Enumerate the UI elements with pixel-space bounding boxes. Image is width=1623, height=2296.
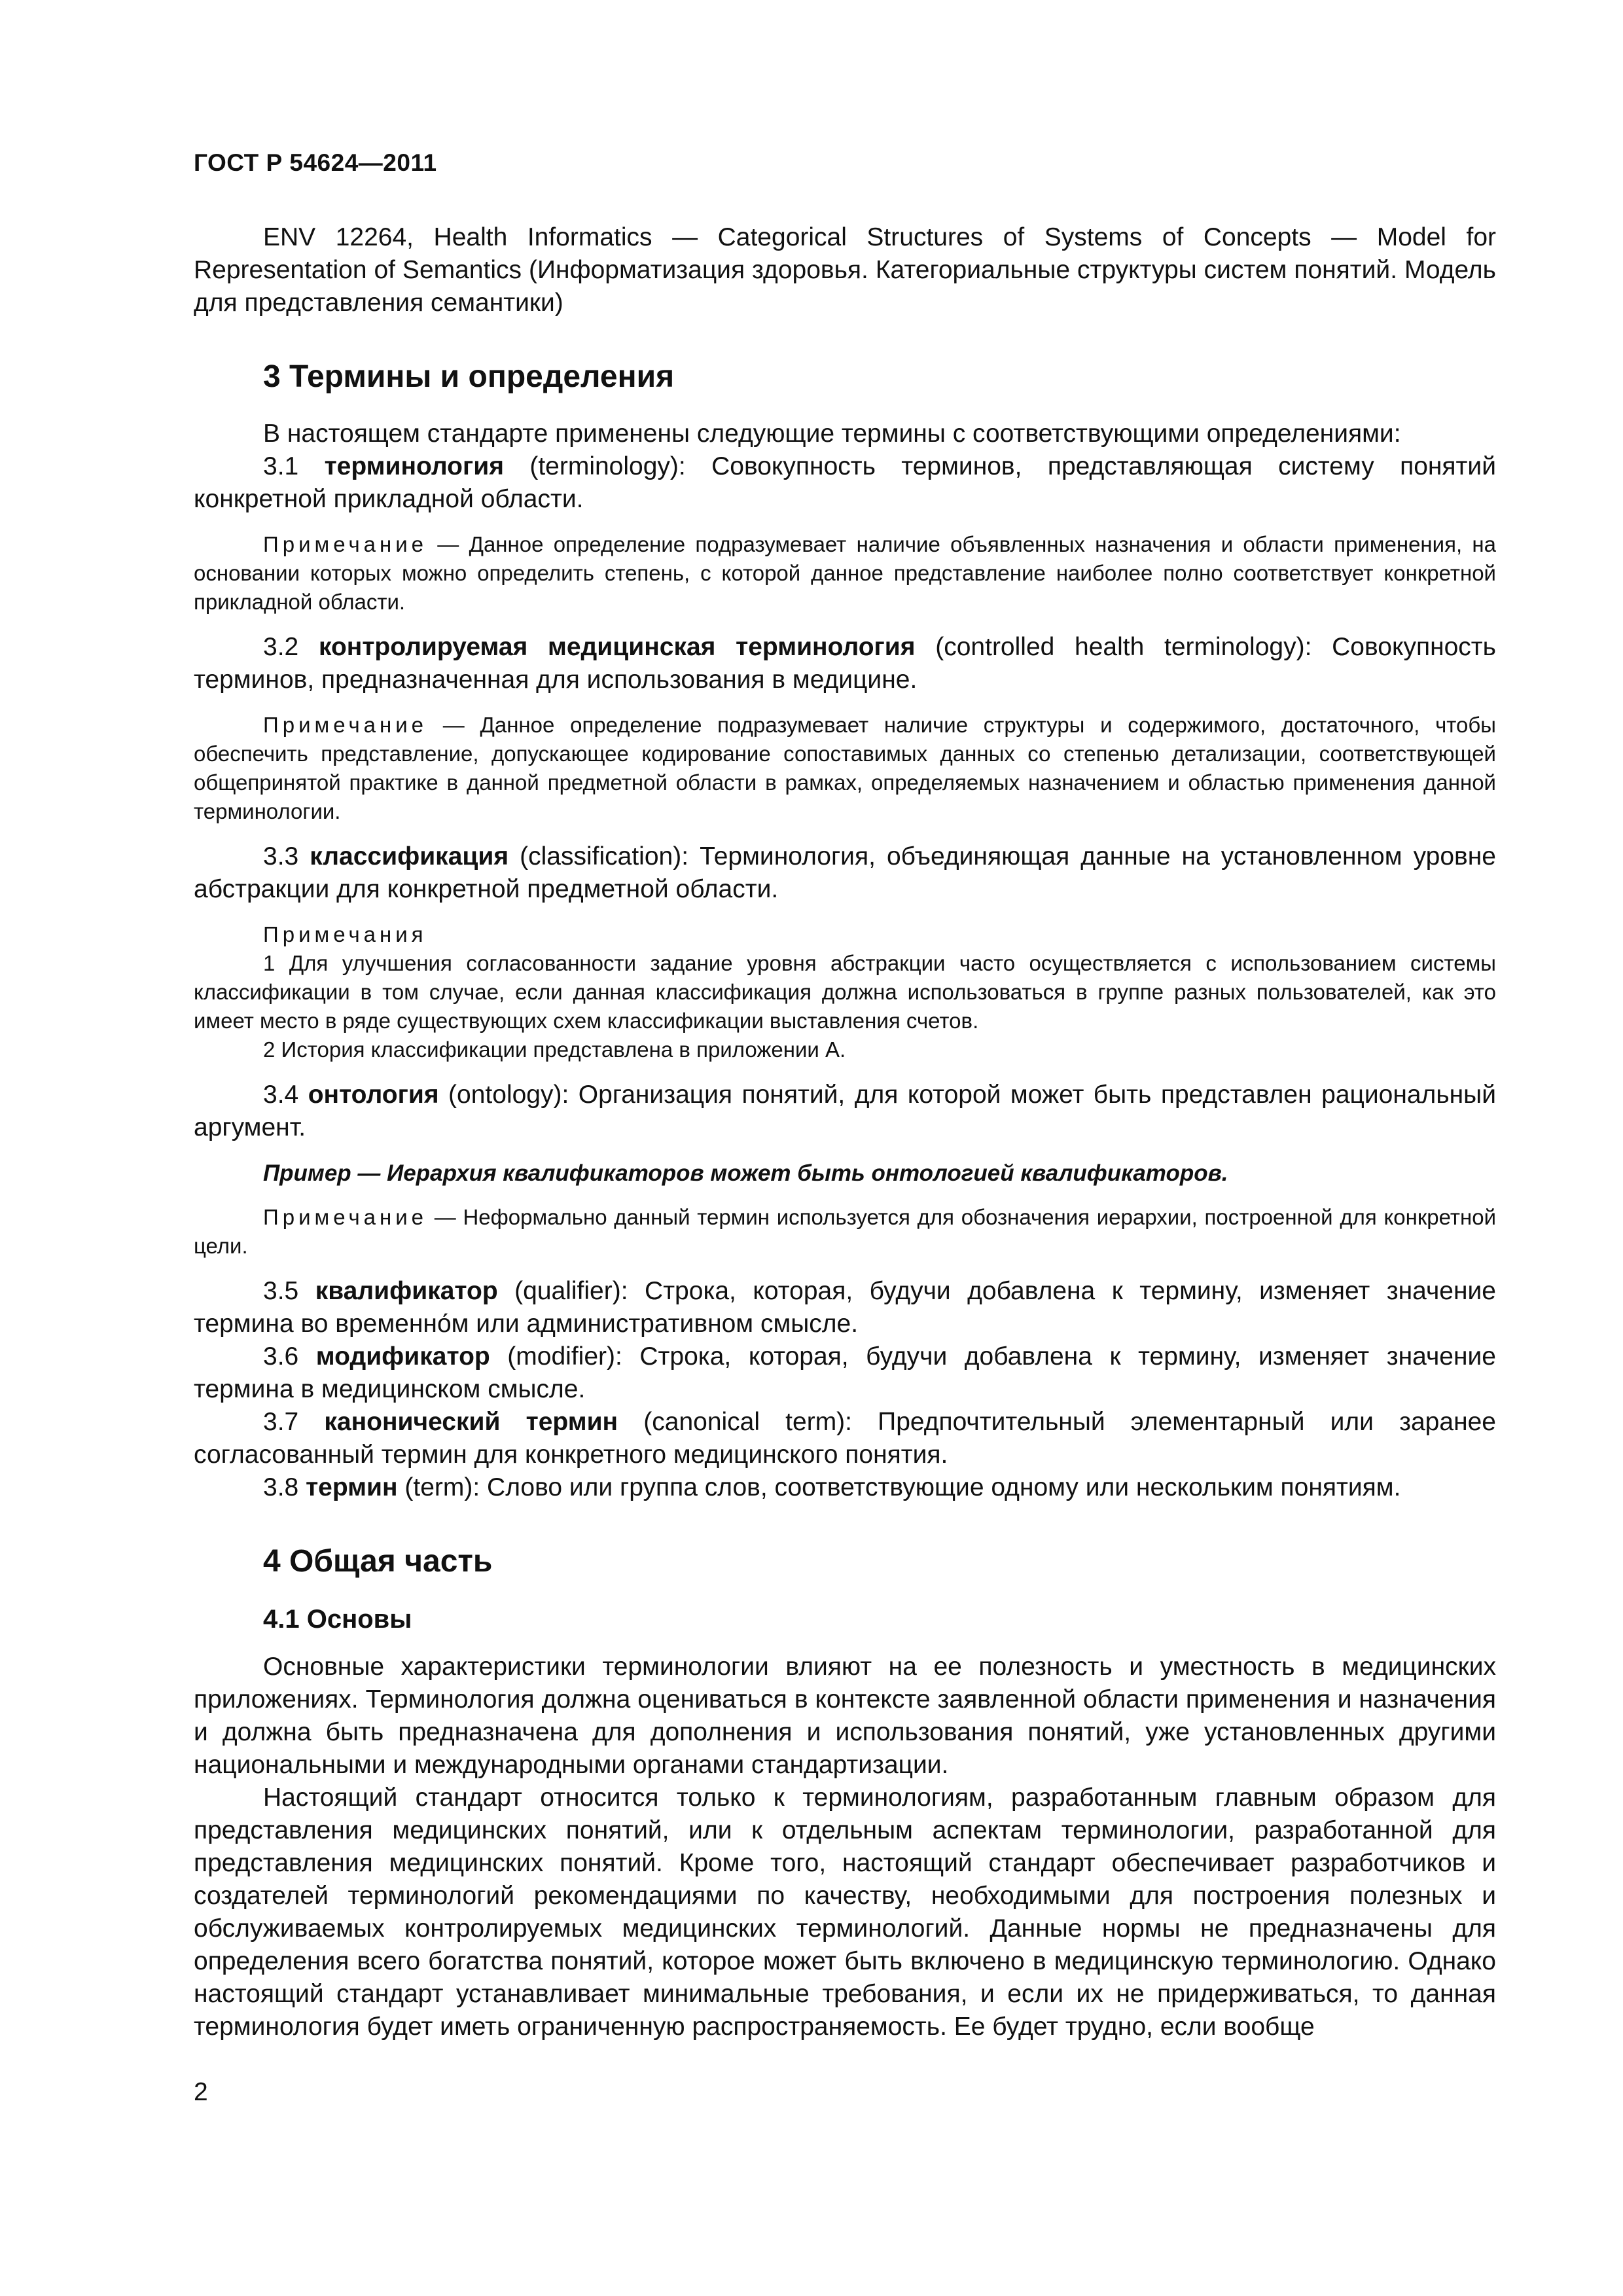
note-label: Примечание xyxy=(263,1205,428,1229)
term-name: квалификатор xyxy=(315,1277,498,1305)
section-4-1-paragraph-1: Основные характеристики терминологии влияют на ее полезность и уместность в медицинских приложениях. Терминология должна оцениваться в контексте заявленной области применения и назначения и должна быть предназначена для дополнения и использования понятий, уже установленных другими национальными и международными органами стандартизации. xyxy=(194,1653,1496,1779)
term-number: 3.1 xyxy=(263,452,325,480)
term-number: 3.5 xyxy=(263,1277,315,1305)
term-number: 3.6 xyxy=(263,1342,316,1371)
note-text: — Данное определение подразумевает наличие объявленных назначения и области применения, на основании которых можно определить степень, с которой данное представление наиболее полно соответствует конкретной прикладной области. xyxy=(194,532,1496,614)
note-3-4 xyxy=(194,1203,1496,1261)
term-3-4 xyxy=(194,1079,1496,1144)
term-name: термин xyxy=(306,1473,398,1501)
note-3-2 xyxy=(194,711,1496,826)
page-number: 2 xyxy=(194,2078,208,2106)
term-3-8 xyxy=(194,1471,1496,1504)
note-3-1 xyxy=(194,530,1496,617)
note-label: Примечание xyxy=(263,532,428,556)
section-4-title: 4 Общая часть xyxy=(263,1544,493,1579)
note-text: — Данное определение подразумевает наличие структуры и содержимого, достаточного, чтобы обеспечить представление, допускающее кодирование сопоставимых данных со степенью детализации, соответствующей общепринятой практике в данной предметной области в рамках, определяемых назначением и областью применения данной терминологии. xyxy=(194,713,1496,823)
document-page xyxy=(194,0,1496,2296)
term-3-3 xyxy=(194,840,1496,906)
term-number: 3.3 xyxy=(263,842,310,870)
term-definition: (term): Слово или группа слов, соответствующие одному или нескольким понятиям. xyxy=(397,1473,1401,1501)
term-definition: (ontology): Организация понятий, для которой может быть представлен рациональный аргумент. xyxy=(194,1081,1496,1141)
term-definition: (terminology): Совокупность терминов, представляющая систему понятий конкретной прикладной области. xyxy=(194,452,1496,513)
term-3-1 xyxy=(194,450,1496,516)
term-number: 3.4 xyxy=(263,1081,308,1109)
term-name: контролируемая медицинская терминология xyxy=(318,633,916,661)
term-name: онтология xyxy=(308,1081,439,1109)
term-3-5 xyxy=(194,1275,1496,1340)
term-definition: (classification): Терминология, объединяющая данные на установленном уровне абстракции для конкретной предметной области. xyxy=(194,842,1496,903)
section-4-1-paragraph-2: Настоящий стандарт относится только к терминологиям, разработанным главным образом для представления медицинских понятий, или к отдельным аспектам терминологии, разработанной для представления медицинских понятий. Кроме того, настоящий стандарт обеспечивает разработчиков и создателей терминологий рекомендациями по качеству, необходимыми для построения полезных и обслуживаемых контролируемых медицинских терминологий. Данные нормы не предназначены для определения всего богатства понятий, которое может быть включено в медицинскую терминологию. Однако настоящий стандарт устанавливает минимальные требования, и если их не придерживаться, то данная терминология будет иметь ограниченную распространяемость. Ее будет трудно, если вообще xyxy=(194,1784,1496,2041)
note-3-3-1: 1 Для улучшения согласованности задание уровня абстракции часто осуществляется с использованием системы классификации в том случае, если данная классификация должна использоваться в группе разных пользователей, как это имеет место в ряде существующих схем классификации выставления счетов. xyxy=(194,951,1496,1033)
term-name: модификатор xyxy=(315,1342,490,1371)
term-3-2 xyxy=(194,631,1496,696)
subsection-4-1-title: 4.1 Основы xyxy=(263,1605,412,1634)
term-definition: (controlled health terminology): Совокупность терминов, предназначенная для использования в медицине. xyxy=(194,633,1496,694)
term-3-6 xyxy=(194,1340,1496,1406)
section-3-lead: В настоящем стандарте применены следующие термины с соответствующими определениями: xyxy=(263,420,1401,448)
example-3-4: Пример — Иерархия квалификаторов может быть онтологией квалификаторов. xyxy=(263,1160,1228,1186)
term-definition: (canonical term): Предпочтительный элементарный или заранее согласованный термин для конкретного медицинского понятия. xyxy=(194,1408,1496,1469)
notes-3-3-title: Примечания xyxy=(263,922,427,946)
term-definition: (qualifier): Строка, которая, будучи добавлена к термину, изменяет значение термина во временно́м или административном смысле. xyxy=(194,1277,1496,1338)
note-label: Примечание xyxy=(263,713,428,737)
term-number: 3.2 xyxy=(263,633,319,661)
document-body xyxy=(194,221,1496,2043)
term-definition: (modifier): Строка, которая, будучи добавлена к термину, изменяет значение термина в медицинском смысле. xyxy=(194,1342,1496,1403)
term-name: классификация xyxy=(310,842,509,870)
term-name: терминология xyxy=(324,452,504,480)
term-number: 3.8 xyxy=(263,1473,306,1501)
note-text: — Неформально данный термин используется для обозначения иерархии, построенной для конкретной цели. xyxy=(194,1205,1496,1258)
section-3-title: 3 Термины и определения xyxy=(263,359,675,394)
document-code-header: ГОСТ Р 54624—2011 xyxy=(194,149,437,176)
term-3-7 xyxy=(194,1406,1496,1471)
reference-entry: ENV 12264, Health Informatics — Categorical Structures of Systems of Concepts — Model for Representation of Semantics (Информатизация здоровья. Категориальные структуры систем понятий. Модель для представления семантики) xyxy=(194,223,1496,317)
note-3-3-2: 2 История классификации представлена в приложении А. xyxy=(263,1037,846,1062)
term-number: 3.7 xyxy=(263,1408,325,1436)
term-name: канонический термин xyxy=(324,1408,618,1436)
